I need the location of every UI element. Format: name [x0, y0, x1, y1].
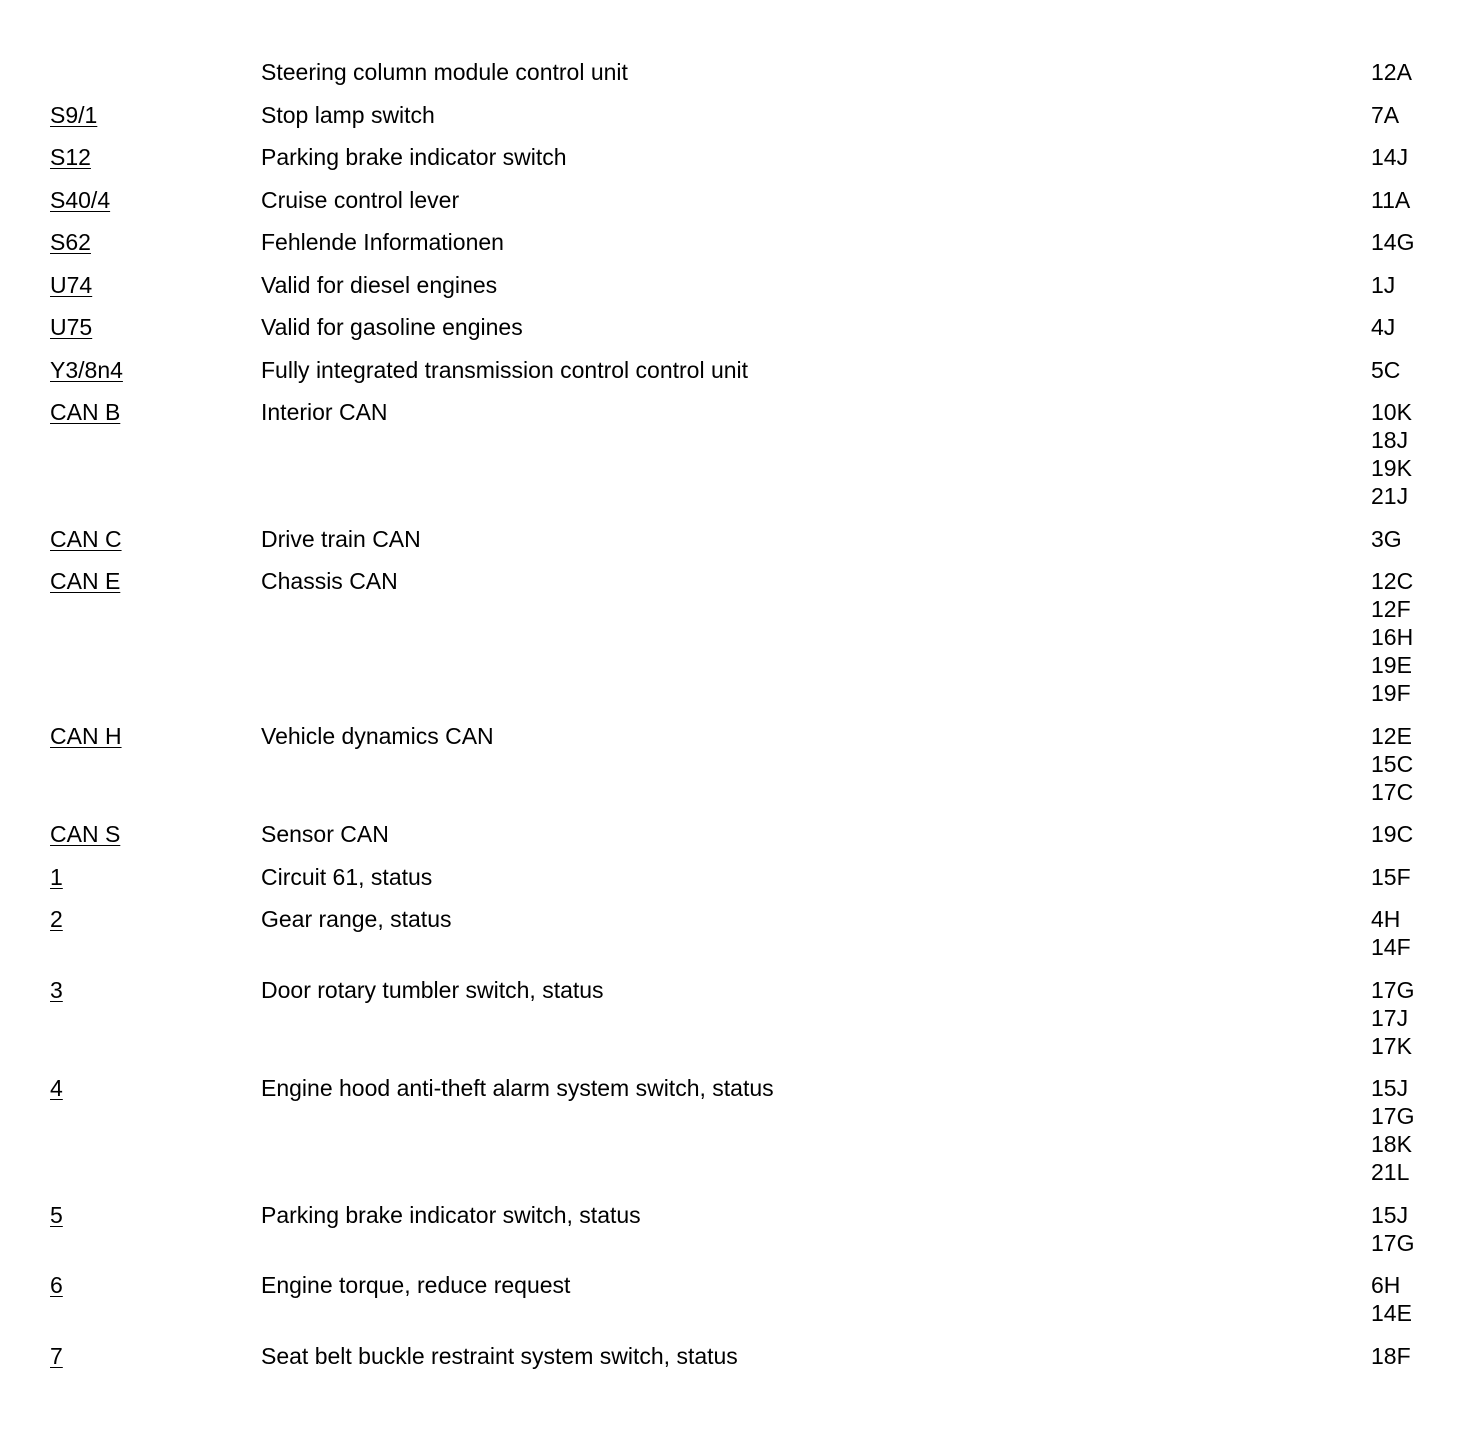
grid-reference: 19E [1371, 652, 1412, 678]
legend-row [0, 313, 1472, 341]
grid-reference: 17G [1371, 976, 1415, 1003]
component-code-link[interactable]: 7 [50, 1342, 63, 1369]
component-code-link[interactable]: 4 [50, 1075, 63, 1101]
grid-reference: 17G [1371, 1103, 1415, 1129]
grid-reference: 17G [1371, 1229, 1415, 1256]
grid-reference: 10K [1371, 399, 1412, 425]
grid-reference-list [1371, 313, 1472, 341]
grid-reference-list [1371, 976, 1472, 1060]
component-code-link[interactable]: CAN B [50, 399, 121, 425]
grid-reference: 18F [1371, 1342, 1411, 1369]
grid-reference: 6H [1371, 1272, 1401, 1298]
component-description: Parking brake indicator switch [261, 144, 567, 170]
grid-reference: 5C [1371, 356, 1401, 383]
component-code-link[interactable]: S62 [50, 229, 91, 255]
grid-reference-list [1371, 820, 1472, 848]
legend-row [0, 398, 1472, 510]
grid-reference: 15F [1371, 863, 1411, 890]
legend-row [0, 1342, 1472, 1370]
legend-row [0, 567, 1472, 707]
grid-reference: 11A [1371, 186, 1411, 213]
legend-row [0, 905, 1472, 961]
grid-reference-list [1371, 1074, 1472, 1186]
grid-reference: 4J [1371, 314, 1396, 340]
grid-reference-list [1371, 186, 1472, 214]
component-description: Engine torque, reduce request [261, 1272, 571, 1298]
wiring-legend-table [0, 58, 1472, 1384]
grid-reference: 19C [1371, 821, 1414, 847]
component-code-link[interactable]: S12 [50, 144, 91, 170]
component-description: Valid for diesel engines [261, 271, 498, 298]
component-description: Circuit 61, status [261, 863, 433, 890]
grid-reference: 7A [1371, 101, 1400, 128]
grid-reference: 3G [1371, 525, 1402, 552]
component-description: Vehicle dynamics CAN [261, 722, 494, 749]
component-description: Fehlende Informationen [261, 229, 504, 255]
component-description: Chassis CAN [261, 568, 398, 594]
grid-reference: 17K [1371, 1032, 1412, 1059]
grid-reference: 15C [1371, 750, 1414, 777]
grid-reference-list [1371, 398, 1472, 510]
grid-reference: 16H [1371, 624, 1414, 650]
grid-reference-list [1371, 271, 1472, 299]
component-description: Stop lamp switch [261, 101, 435, 128]
grid-reference: 12C [1371, 568, 1414, 594]
component-description: Interior CAN [261, 399, 388, 425]
legend-row [0, 271, 1472, 299]
component-code-link[interactable]: S9/1 [50, 101, 98, 128]
legend-row [0, 1271, 1472, 1327]
component-description: Cruise control lever [261, 186, 460, 213]
component-description: Steering column module control unit [261, 59, 628, 85]
grid-reference-list [1371, 525, 1472, 553]
component-code-link[interactable]: S40/4 [50, 186, 111, 213]
grid-reference-list [1371, 101, 1472, 129]
component-description: Sensor CAN [261, 821, 389, 847]
grid-reference: 14J [1371, 144, 1409, 170]
grid-reference-list [1371, 228, 1472, 256]
legend-row [0, 186, 1472, 214]
component-description: Door rotary tumbler switch, status [261, 976, 604, 1003]
component-code-link[interactable]: 2 [50, 906, 63, 932]
legend-row [0, 820, 1472, 848]
grid-reference: 14F [1371, 934, 1411, 960]
component-code-link[interactable]: CAN S [50, 821, 121, 847]
component-code-link[interactable]: 5 [50, 1201, 63, 1228]
grid-reference: 21L [1371, 1159, 1410, 1185]
component-description: Valid for gasoline engines [261, 314, 523, 340]
grid-reference-list [1371, 567, 1472, 707]
component-code-link[interactable]: Y3/8n4 [50, 356, 123, 383]
grid-reference: 18K [1371, 1131, 1412, 1157]
grid-reference: 17J [1371, 1004, 1409, 1031]
grid-reference-list [1371, 722, 1472, 806]
legend-row [0, 863, 1472, 891]
grid-reference: 17C [1371, 778, 1414, 805]
grid-reference: 1J [1371, 271, 1396, 298]
component-description: Engine hood anti-theft alarm system switch, status [261, 1075, 774, 1101]
grid-reference: 12F [1371, 596, 1411, 622]
component-description: Drive train CAN [261, 525, 421, 552]
legend-row [0, 143, 1472, 171]
legend-row [0, 101, 1472, 129]
grid-reference: 14E [1371, 1300, 1412, 1326]
legend-row [0, 525, 1472, 553]
component-description: Seat belt buckle restraint system switch, status [261, 1342, 738, 1369]
component-code-link[interactable]: CAN E [50, 568, 121, 594]
component-code-link[interactable]: 3 [50, 976, 63, 1003]
component-code-link[interactable]: 6 [50, 1272, 63, 1298]
grid-reference: 15J [1371, 1075, 1409, 1101]
legend-row [0, 1201, 1472, 1257]
component-description: Gear range, status [261, 906, 452, 932]
component-code-link[interactable]: 1 [50, 863, 63, 890]
component-code-link[interactable]: CAN H [50, 722, 122, 749]
grid-reference: 19K [1371, 455, 1412, 481]
grid-reference: 14G [1371, 229, 1415, 255]
component-description: Parking brake indicator switch, status [261, 1201, 641, 1228]
grid-reference-list [1371, 905, 1472, 961]
legend-row [0, 976, 1472, 1060]
grid-reference: 18J [1371, 427, 1409, 453]
legend-row [0, 228, 1472, 256]
component-code-link[interactable]: U74 [50, 271, 93, 298]
grid-reference: 21J [1371, 483, 1409, 509]
legend-row [0, 58, 1472, 86]
grid-reference-list [1371, 1201, 1472, 1257]
legend-row [0, 1074, 1472, 1186]
grid-reference: 12A [1371, 59, 1412, 85]
grid-reference-list [1371, 1342, 1472, 1370]
grid-reference-list [1371, 143, 1472, 171]
grid-reference: 15J [1371, 1201, 1409, 1228]
grid-reference: 4H [1371, 906, 1401, 932]
component-code-link[interactable]: CAN C [50, 525, 122, 552]
grid-reference: 12E [1371, 722, 1412, 749]
legend-row [0, 722, 1472, 806]
grid-reference-list [1371, 356, 1472, 384]
grid-reference-list [1371, 863, 1472, 891]
component-code-link[interactable]: U75 [50, 314, 93, 340]
grid-reference: 19F [1371, 680, 1411, 706]
component-description: Fully integrated transmission control control unit [261, 356, 749, 383]
grid-reference-list [1371, 1271, 1472, 1327]
grid-reference-list [1371, 58, 1472, 86]
legend-row [0, 356, 1472, 384]
